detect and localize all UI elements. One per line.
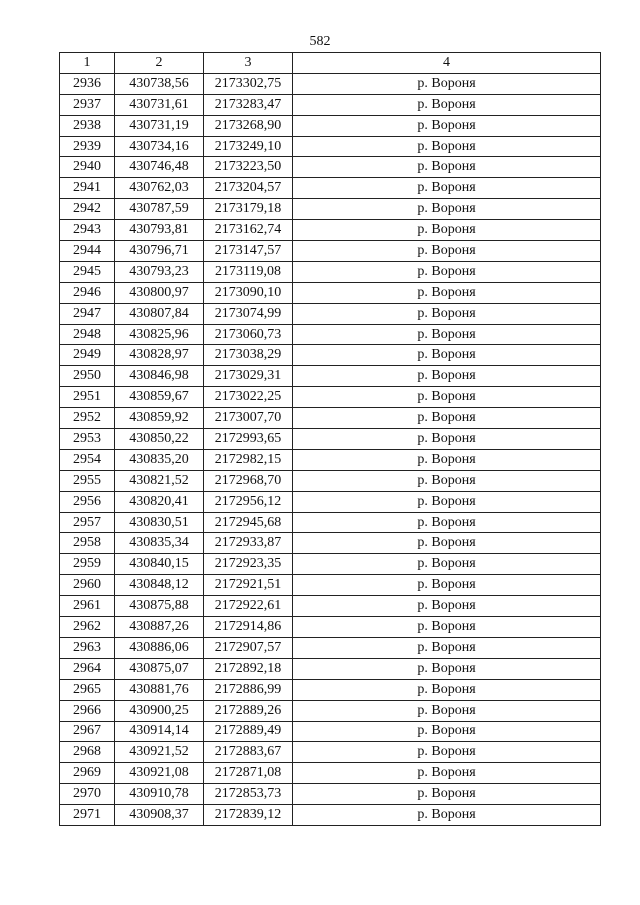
cell-y-coordinate: 2172921,51 bbox=[204, 575, 293, 596]
cell-y-coordinate: 2173147,57 bbox=[204, 241, 293, 262]
table-row bbox=[60, 742, 601, 763]
cell-description: р. Вороня bbox=[293, 136, 601, 157]
cell-description: р. Вороня bbox=[293, 387, 601, 408]
cell-point-number: 2954 bbox=[60, 449, 115, 470]
cell-x-coordinate: 430840,15 bbox=[115, 554, 204, 575]
cell-point-number: 2958 bbox=[60, 533, 115, 554]
cell-description: р. Вороня bbox=[293, 429, 601, 450]
table-header-row bbox=[60, 53, 601, 74]
cell-x-coordinate: 430908,37 bbox=[115, 805, 204, 826]
cell-description: р. Вороня bbox=[293, 721, 601, 742]
cell-description: р. Вороня bbox=[293, 157, 601, 178]
cell-description: р. Вороня bbox=[293, 805, 601, 826]
table-row bbox=[60, 470, 601, 491]
table-row bbox=[60, 73, 601, 94]
cell-description: р. Вороня bbox=[293, 366, 601, 387]
table-row bbox=[60, 345, 601, 366]
cell-description: р. Вороня bbox=[293, 491, 601, 512]
cell-y-coordinate: 2173302,75 bbox=[204, 73, 293, 94]
cell-point-number: 2945 bbox=[60, 261, 115, 282]
table-row bbox=[60, 282, 601, 303]
cell-y-coordinate: 2172839,12 bbox=[204, 805, 293, 826]
cell-point-number: 2950 bbox=[60, 366, 115, 387]
cell-point-number: 2951 bbox=[60, 387, 115, 408]
cell-y-coordinate: 2173223,50 bbox=[204, 157, 293, 178]
cell-description: р. Вороня bbox=[293, 220, 601, 241]
cell-point-number: 2960 bbox=[60, 575, 115, 596]
cell-x-coordinate: 430921,08 bbox=[115, 763, 204, 784]
cell-description: р. Вороня bbox=[293, 449, 601, 470]
cell-x-coordinate: 430886,06 bbox=[115, 637, 204, 658]
cell-point-number: 2939 bbox=[60, 136, 115, 157]
page-number: 582 bbox=[309, 34, 331, 49]
cell-x-coordinate: 430914,14 bbox=[115, 721, 204, 742]
cell-point-number: 2947 bbox=[60, 303, 115, 324]
cell-x-coordinate: 430875,88 bbox=[115, 596, 204, 617]
cell-point-number: 2944 bbox=[60, 241, 115, 262]
table-row bbox=[60, 366, 601, 387]
cell-x-coordinate: 430738,56 bbox=[115, 73, 204, 94]
cell-x-coordinate: 430762,03 bbox=[115, 178, 204, 199]
cell-point-number: 2962 bbox=[60, 617, 115, 638]
cell-y-coordinate: 2173090,10 bbox=[204, 282, 293, 303]
cell-y-coordinate: 2172892,18 bbox=[204, 658, 293, 679]
cell-y-coordinate: 2173029,31 bbox=[204, 366, 293, 387]
cell-description: р. Вороня bbox=[293, 512, 601, 533]
cell-y-coordinate: 2172945,68 bbox=[204, 512, 293, 533]
table-row bbox=[60, 679, 601, 700]
cell-description: р. Вороня bbox=[293, 575, 601, 596]
cell-y-coordinate: 2172883,67 bbox=[204, 742, 293, 763]
table-row bbox=[60, 658, 601, 679]
table-row bbox=[60, 408, 601, 429]
table-row bbox=[60, 805, 601, 826]
cell-x-coordinate: 430793,81 bbox=[115, 220, 204, 241]
cell-x-coordinate: 430793,23 bbox=[115, 261, 204, 282]
cell-description: р. Вороня bbox=[293, 73, 601, 94]
cell-x-coordinate: 430807,84 bbox=[115, 303, 204, 324]
cell-y-coordinate: 2173179,18 bbox=[204, 199, 293, 220]
cell-y-coordinate: 2173119,08 bbox=[204, 261, 293, 282]
cell-y-coordinate: 2173283,47 bbox=[204, 94, 293, 115]
cell-point-number: 2971 bbox=[60, 805, 115, 826]
cell-x-coordinate: 430850,22 bbox=[115, 429, 204, 450]
cell-x-coordinate: 430875,07 bbox=[115, 658, 204, 679]
cell-description: р. Вороня bbox=[293, 408, 601, 429]
cell-x-coordinate: 430821,52 bbox=[115, 470, 204, 491]
table-row bbox=[60, 220, 601, 241]
cell-description: р. Вороня bbox=[293, 742, 601, 763]
cell-point-number: 2948 bbox=[60, 324, 115, 345]
cell-description: р. Вороня bbox=[293, 700, 601, 721]
cell-y-coordinate: 2172907,57 bbox=[204, 637, 293, 658]
table-row bbox=[60, 533, 601, 554]
cell-point-number: 2946 bbox=[60, 282, 115, 303]
cell-description: р. Вороня bbox=[293, 784, 601, 805]
cell-y-coordinate: 2172968,70 bbox=[204, 470, 293, 491]
cell-x-coordinate: 430731,61 bbox=[115, 94, 204, 115]
column-header-x: 2 bbox=[115, 53, 204, 74]
cell-x-coordinate: 430828,97 bbox=[115, 345, 204, 366]
table-row bbox=[60, 700, 601, 721]
cell-description: р. Вороня bbox=[293, 241, 601, 262]
cell-x-coordinate: 430731,19 bbox=[115, 115, 204, 136]
cell-y-coordinate: 2173074,99 bbox=[204, 303, 293, 324]
coordinates-table bbox=[59, 52, 601, 826]
cell-y-coordinate: 2173162,74 bbox=[204, 220, 293, 241]
table-row bbox=[60, 261, 601, 282]
table-row bbox=[60, 721, 601, 742]
cell-x-coordinate: 430887,26 bbox=[115, 617, 204, 638]
table-row bbox=[60, 512, 601, 533]
cell-point-number: 2942 bbox=[60, 199, 115, 220]
cell-y-coordinate: 2173249,10 bbox=[204, 136, 293, 157]
table-row bbox=[60, 617, 601, 638]
table-body bbox=[60, 73, 601, 825]
cell-y-coordinate: 2172993,65 bbox=[204, 429, 293, 450]
column-header-y: 3 bbox=[204, 53, 293, 74]
cell-point-number: 2968 bbox=[60, 742, 115, 763]
cell-point-number: 2949 bbox=[60, 345, 115, 366]
cell-description: р. Вороня bbox=[293, 763, 601, 784]
cell-point-number: 2943 bbox=[60, 220, 115, 241]
cell-point-number: 2965 bbox=[60, 679, 115, 700]
cell-description: р. Вороня bbox=[293, 94, 601, 115]
cell-description: р. Вороня bbox=[293, 345, 601, 366]
cell-y-coordinate: 2172853,73 bbox=[204, 784, 293, 805]
cell-x-coordinate: 430846,98 bbox=[115, 366, 204, 387]
cell-point-number: 2936 bbox=[60, 73, 115, 94]
cell-point-number: 2952 bbox=[60, 408, 115, 429]
cell-y-coordinate: 2172923,35 bbox=[204, 554, 293, 575]
table-row bbox=[60, 94, 601, 115]
cell-point-number: 2941 bbox=[60, 178, 115, 199]
cell-y-coordinate: 2172871,08 bbox=[204, 763, 293, 784]
cell-x-coordinate: 430921,52 bbox=[115, 742, 204, 763]
cell-x-coordinate: 430820,41 bbox=[115, 491, 204, 512]
table-row bbox=[60, 178, 601, 199]
cell-description: р. Вороня bbox=[293, 178, 601, 199]
cell-description: р. Вороня bbox=[293, 115, 601, 136]
table-row bbox=[60, 324, 601, 345]
cell-x-coordinate: 430910,78 bbox=[115, 784, 204, 805]
cell-description: р. Вороня bbox=[293, 199, 601, 220]
cell-y-coordinate: 2173060,73 bbox=[204, 324, 293, 345]
cell-point-number: 2964 bbox=[60, 658, 115, 679]
cell-description: р. Вороня bbox=[293, 596, 601, 617]
cell-description: р. Вороня bbox=[293, 324, 601, 345]
table-row bbox=[60, 241, 601, 262]
cell-point-number: 2969 bbox=[60, 763, 115, 784]
table-row bbox=[60, 303, 601, 324]
cell-x-coordinate: 430734,16 bbox=[115, 136, 204, 157]
cell-x-coordinate: 430859,67 bbox=[115, 387, 204, 408]
cell-y-coordinate: 2172982,15 bbox=[204, 449, 293, 470]
cell-point-number: 2955 bbox=[60, 470, 115, 491]
table-row bbox=[60, 387, 601, 408]
cell-x-coordinate: 430825,96 bbox=[115, 324, 204, 345]
cell-y-coordinate: 2172889,26 bbox=[204, 700, 293, 721]
cell-description: р. Вороня bbox=[293, 637, 601, 658]
cell-y-coordinate: 2172956,12 bbox=[204, 491, 293, 512]
cell-y-coordinate: 2173204,57 bbox=[204, 178, 293, 199]
cell-description: р. Вороня bbox=[293, 261, 601, 282]
cell-x-coordinate: 430800,97 bbox=[115, 282, 204, 303]
cell-description: р. Вороня bbox=[293, 617, 601, 638]
cell-y-coordinate: 2172914,86 bbox=[204, 617, 293, 638]
table-row bbox=[60, 575, 601, 596]
table-row bbox=[60, 449, 601, 470]
table-row bbox=[60, 763, 601, 784]
table-row bbox=[60, 637, 601, 658]
table-row bbox=[60, 136, 601, 157]
cell-x-coordinate: 430787,59 bbox=[115, 199, 204, 220]
cell-description: р. Вороня bbox=[293, 470, 601, 491]
cell-x-coordinate: 430796,71 bbox=[115, 241, 204, 262]
table-row bbox=[60, 115, 601, 136]
column-header-description: 4 bbox=[293, 53, 601, 74]
cell-description: р. Вороня bbox=[293, 303, 601, 324]
table-row bbox=[60, 554, 601, 575]
cell-point-number: 2937 bbox=[60, 94, 115, 115]
cell-y-coordinate: 2172886,99 bbox=[204, 679, 293, 700]
cell-x-coordinate: 430835,20 bbox=[115, 449, 204, 470]
cell-point-number: 2966 bbox=[60, 700, 115, 721]
cell-point-number: 2957 bbox=[60, 512, 115, 533]
table-row bbox=[60, 429, 601, 450]
cell-description: р. Вороня bbox=[293, 554, 601, 575]
cell-y-coordinate: 2173268,90 bbox=[204, 115, 293, 136]
cell-description: р. Вороня bbox=[293, 282, 601, 303]
cell-point-number: 2956 bbox=[60, 491, 115, 512]
cell-point-number: 2940 bbox=[60, 157, 115, 178]
cell-y-coordinate: 2173022,25 bbox=[204, 387, 293, 408]
table-row bbox=[60, 199, 601, 220]
cell-y-coordinate: 2172933,87 bbox=[204, 533, 293, 554]
cell-y-coordinate: 2172922,61 bbox=[204, 596, 293, 617]
table-row bbox=[60, 596, 601, 617]
cell-description: р. Вороня bbox=[293, 679, 601, 700]
table-row bbox=[60, 784, 601, 805]
cell-point-number: 2963 bbox=[60, 637, 115, 658]
cell-x-coordinate: 430881,76 bbox=[115, 679, 204, 700]
cell-y-coordinate: 2173007,70 bbox=[204, 408, 293, 429]
cell-point-number: 2953 bbox=[60, 429, 115, 450]
cell-point-number: 2961 bbox=[60, 596, 115, 617]
cell-point-number: 2938 bbox=[60, 115, 115, 136]
cell-y-coordinate: 2172889,49 bbox=[204, 721, 293, 742]
cell-point-number: 2959 bbox=[60, 554, 115, 575]
cell-x-coordinate: 430746,48 bbox=[115, 157, 204, 178]
cell-point-number: 2970 bbox=[60, 784, 115, 805]
table-row bbox=[60, 491, 601, 512]
cell-x-coordinate: 430830,51 bbox=[115, 512, 204, 533]
column-header-number: 1 bbox=[60, 53, 115, 74]
cell-description: р. Вороня bbox=[293, 658, 601, 679]
cell-x-coordinate: 430835,34 bbox=[115, 533, 204, 554]
table-row bbox=[60, 157, 601, 178]
cell-x-coordinate: 430848,12 bbox=[115, 575, 204, 596]
cell-x-coordinate: 430900,25 bbox=[115, 700, 204, 721]
cell-y-coordinate: 2173038,29 bbox=[204, 345, 293, 366]
cell-point-number: 2967 bbox=[60, 721, 115, 742]
cell-x-coordinate: 430859,92 bbox=[115, 408, 204, 429]
cell-description: р. Вороня bbox=[293, 533, 601, 554]
